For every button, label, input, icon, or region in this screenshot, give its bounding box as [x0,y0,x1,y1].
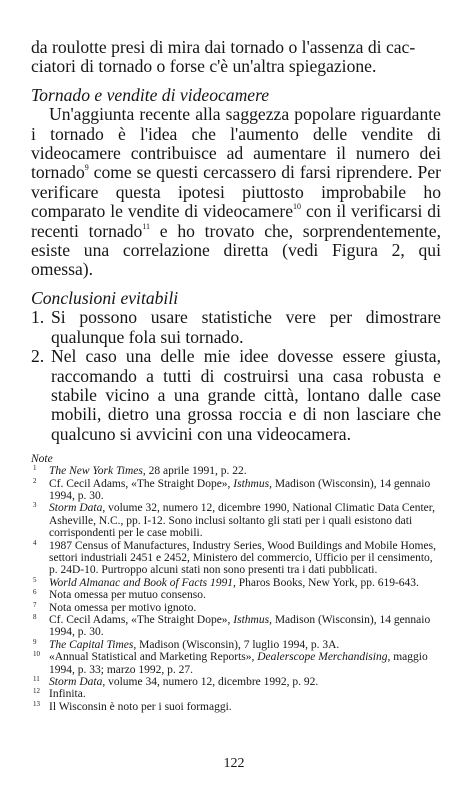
footnote-number: 12 [33,687,40,696]
paragraph-text: con il verificarsi di recenti tornado [31,201,441,241]
footnote-number: 7 [33,600,37,609]
footnote-text: , volume 34, numero 12, dicembre 1992, p. 92. [102,676,319,689]
source-title: Storm Data [49,502,103,515]
footnote-text: , maggio 1994, p. 33; marzo 1992, p. 27. [49,651,428,676]
footnote [31,502,441,539]
footnote-number: 11 [33,675,40,684]
footnote-number: 1 [33,464,37,473]
footnote [31,701,441,713]
footnote-number: 13 [33,699,40,708]
footnote [31,614,441,639]
source-title: Dealerscope Merchandising [257,651,388,664]
paragraph-text: e ho trovato che, sorprendentemente, esiste una correlazione diretta (vedi Figura 2, qui omessa). [31,220,441,280]
footnote [31,478,441,503]
section-paragraph [31,105,441,280]
footnote-number: 4 [33,538,37,547]
footnote-number: 3 [33,501,37,510]
page-number: 122 [223,756,245,771]
conclusions-list [31,308,441,444]
footnote-number: 2 [33,476,37,485]
section-heading: Conclusioni evitabili [31,287,179,308]
footnote [31,688,441,700]
source-title: World Almanac and Book of Facts 1991 [49,576,233,589]
page-body [31,38,441,713]
source-title: Isthmus [233,477,270,490]
section-heading: Tornado e vendite di videocamere [31,84,270,105]
footnote-text: 1987 Census of Manufactures, Industry Series, Wood Buildings and Mobile Homes, settori industriali 2451 e 2452, Ministero del commercio, Ufficio per il censimento, p. 24D-10. Purtroppo alcuni stati non sono presenti tra i dati pubblicati. [49,539,436,577]
footnotes [31,453,441,713]
footnote [31,540,441,577]
intro-line-1: da roulotte presi di mira dai tornado o l'assenza di cac- [31,37,416,57]
intro-line-2: ciatori di tornado o forse c'è un'altra spiegazione. [31,56,377,77]
footnote-text: , volume 32, numero 12, dicembre 1990, National Climatic Data Center, Asheville, N.C., pp. I-12. Sono inclusi soltanto gli stati per i quali esistono dati corrispondenti per le case mobili. [49,502,435,540]
source-title: Storm Data [49,676,103,689]
footnote-ref: 10 [293,202,302,212]
footnote-text: Il Wisconsin è noto per i suoi formaggi. [49,700,232,713]
footnote-text: Cf. Cecil Adams, «The Straight Dope», [49,477,234,490]
footnote-text: , Pharos Books, New York, pp. 619-643. [233,576,419,589]
section-tornado-videocamere [31,86,441,280]
footnote [31,676,441,688]
list-text: Si possono usare statistiche vere per dimostrare qualunque fola sui tornado. [51,307,441,347]
footnote-text: «Annual Statistical and Marketing Reports», [49,651,258,664]
list-number: 1. [31,307,45,328]
notes-title: Note [31,453,53,466]
footnote-ref: 11 [142,221,151,231]
source-title: The Capital Times [49,638,134,651]
source-title: Isthmus [233,614,270,626]
footnote-number: 10 [33,650,40,659]
footnote-text: Nota omessa per mutuo consenso. [49,589,206,602]
footnote-number: 9 [33,637,37,646]
footnote-text: Nota omessa per motivo ignoto. [49,601,197,614]
footnote-ref: 9 [84,163,89,173]
footnote [31,639,441,651]
intro-paragraph [31,38,441,77]
footnote [31,465,441,477]
list-number: 2. [31,346,45,367]
list-text: Nel caso una delle mie idee dovesse essere giusta, raccomando a tutti di costruirsi una casa robusta e stabile vicino a una grande città, lontano dalle case mobili, dietro una grossa roccia e di non lasciare che qualcuno si avvicini con una videocamera. [51,346,441,444]
footnote [31,589,441,601]
list-item [31,308,441,347]
section-conclusioni [31,289,441,444]
footnote-text: , Madison (Wisconsin), 14 gennaio 1994, p. 30. [49,477,431,502]
paragraph-text: come se questi cercassero di farsi riprendere. Per verificare questa ipotesi piuttosto improbabile ho comparato le vendite di videocamere [31,162,441,222]
footnote [31,651,441,676]
footnote [31,602,441,614]
paragraph-text: Un'aggiunta recente alla saggezza popolare riguardante i tornado è l'idea che l'aumento delle vendite di videocamere contribuisce ad aumentare il numero dei tornado [31,104,441,183]
source-title: The New York Times [49,465,143,478]
list-item [31,347,441,444]
footnote-number: 5 [33,575,37,584]
footnote-text: Cf. Cecil Adams, «The Straight Dope», [49,614,234,626]
footnote-text: , 28 aprile 1991, p. 22. [142,465,247,478]
footnote-text: , Madison (Wisconsin), 14 gennaio 1994, p. 30. [49,614,431,639]
footnote-number: 6 [33,588,37,597]
footnote [31,577,441,589]
footnote-text: Infinita. [49,688,86,701]
footnote-text: , Madison (Wisconsin), 7 luglio 1994, p. 3A. [133,638,340,651]
footnote-number: 8 [33,613,37,621]
